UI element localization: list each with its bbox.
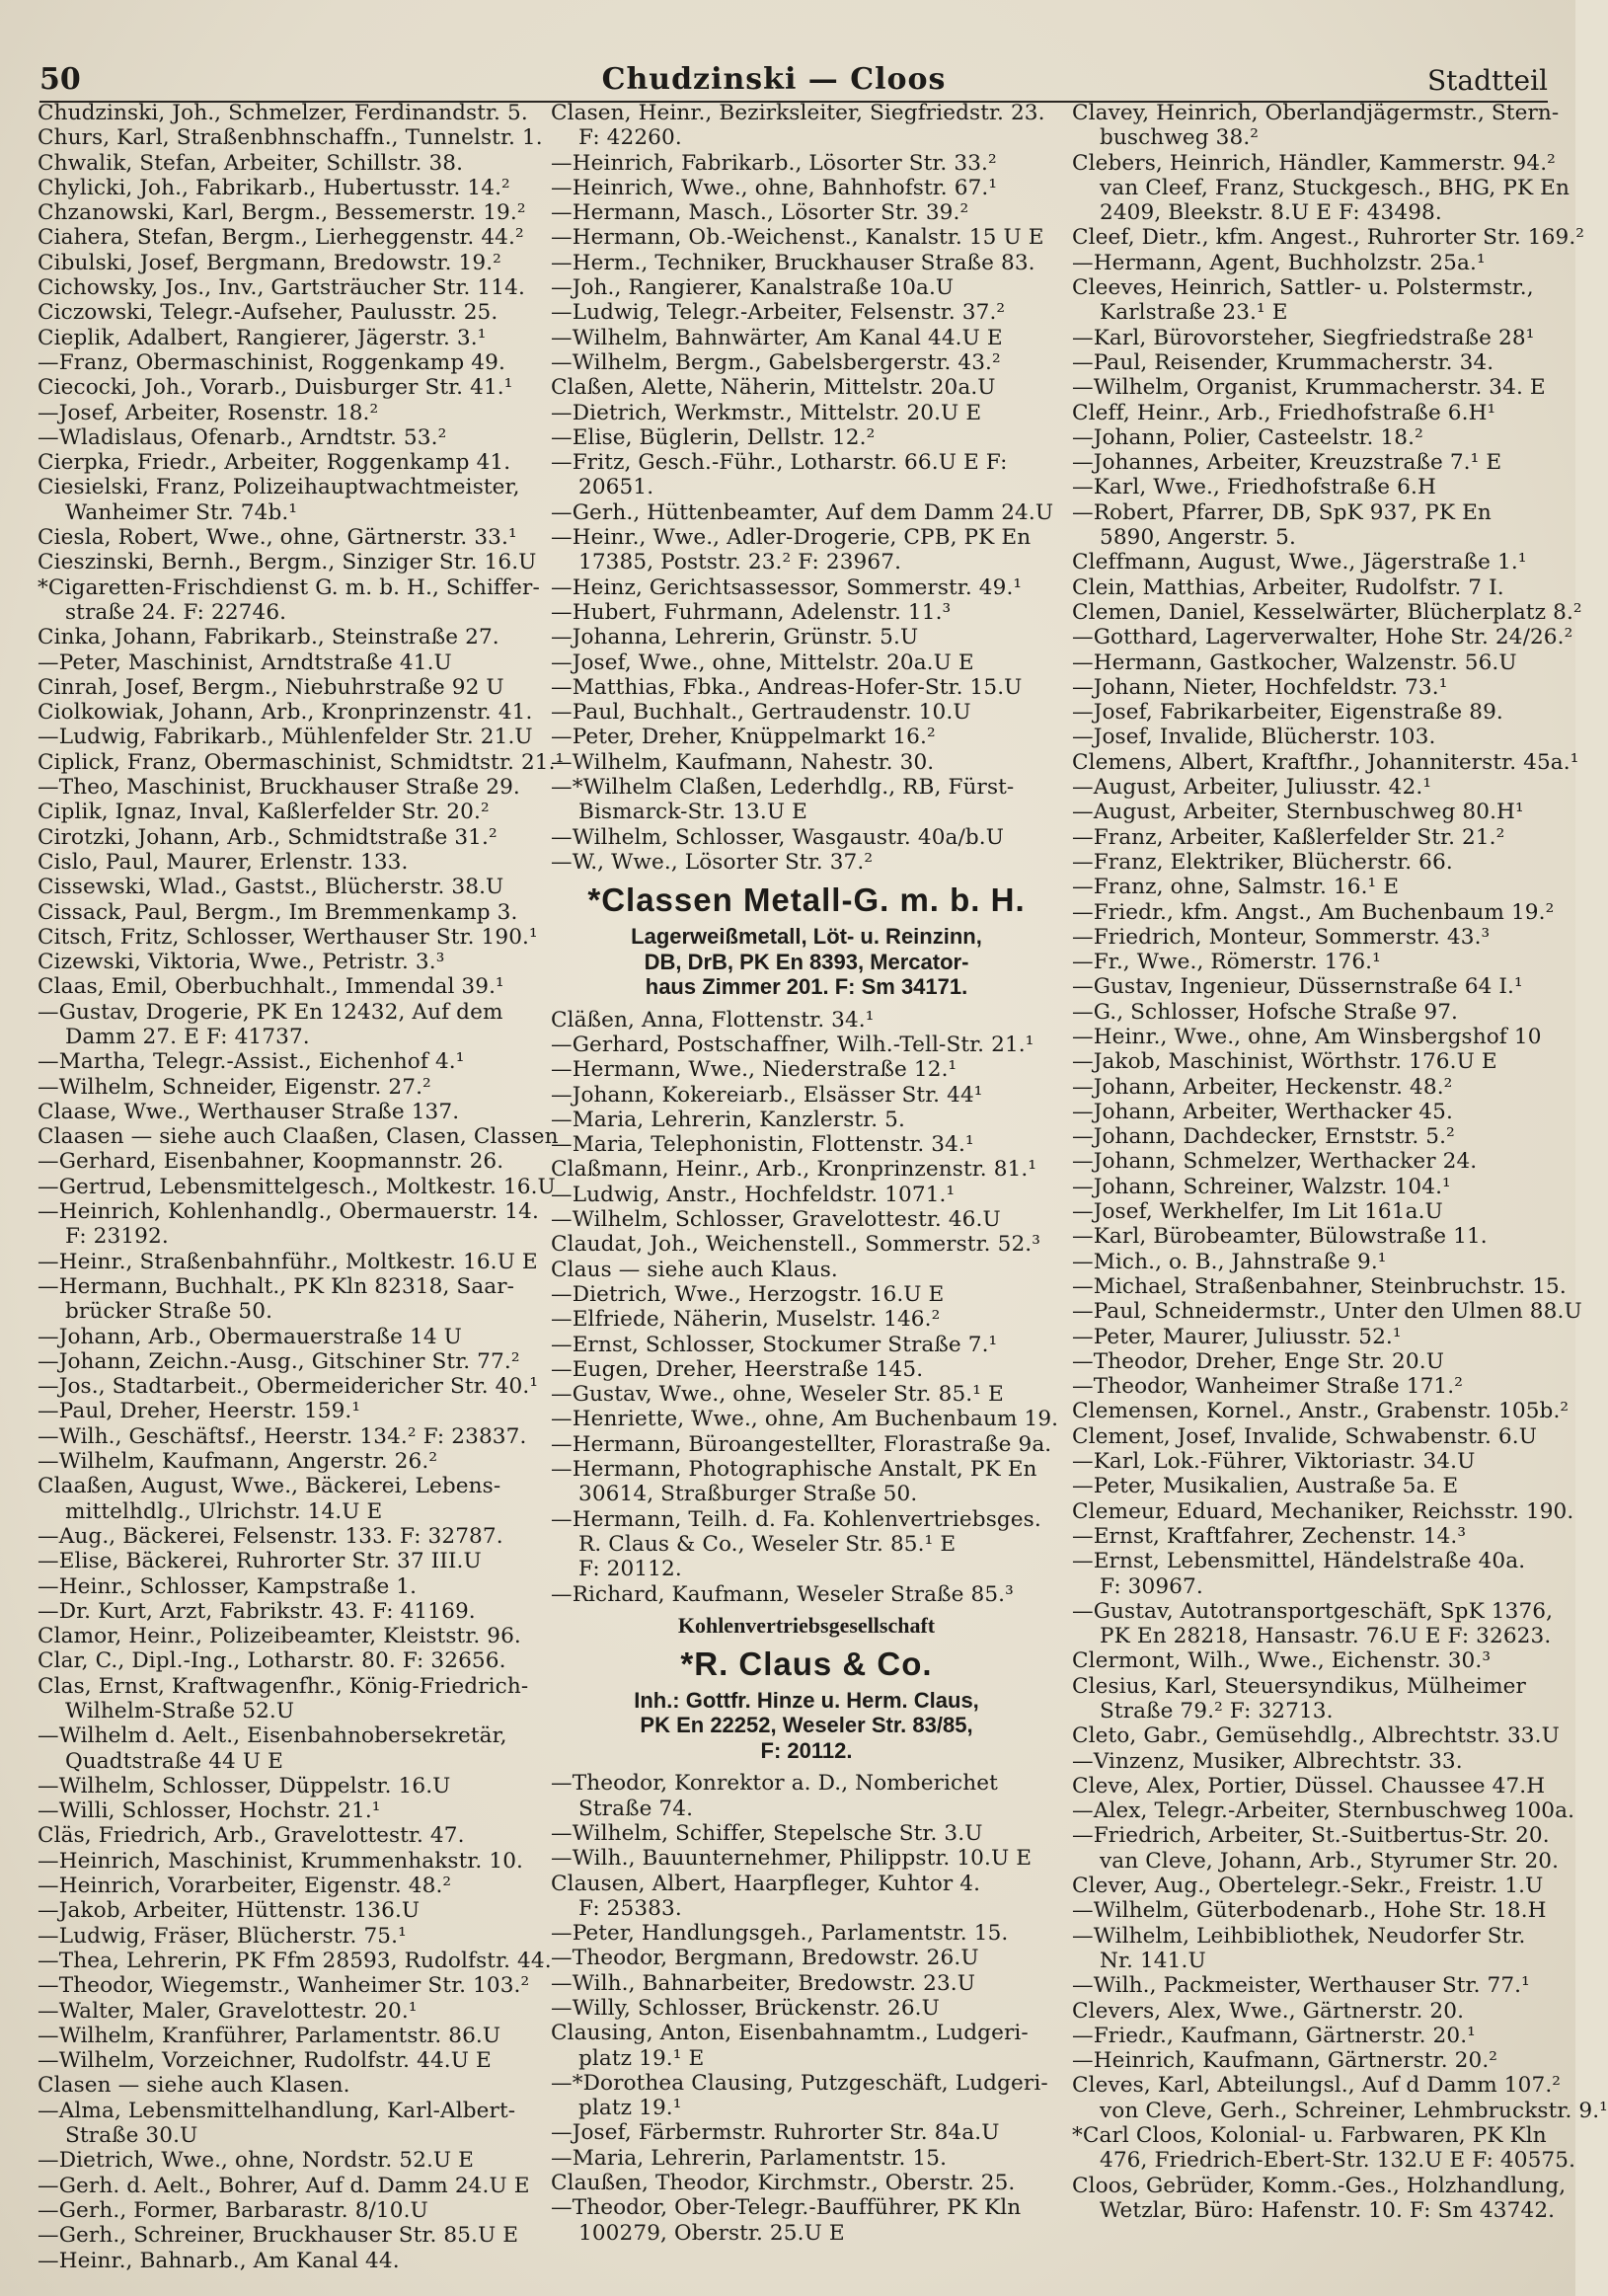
directory-entry-line: —Gerhard, Eisenbahner, Koopmannstr. 26. — [38, 1149, 504, 1175]
directory-entry-line: —Hermann, Büroangestellter, Florastraße 9a. — [551, 1431, 1052, 1457]
directory-entry-line: —Hermann, Gastkocher, Walzenstr. 56.U — [1072, 650, 1517, 675]
directory-entry-line: Ciecocki, Joh., Vorarb., Duisburger Str. 41.¹ — [38, 375, 513, 401]
directory-entry-line: Damm 27. E F: 41737. — [65, 1024, 310, 1049]
column-2-bottom-entries — [551, 1771, 1062, 2246]
directory-entry-line: PK En 28218, Hansastr. 76.U E F: 32623. — [1100, 1624, 1552, 1649]
directory-entry-line: Ciahera, Stefan, Bergm., Lierheggenstr. 44.² — [38, 225, 524, 251]
directory-entry-line: Wetzlar, Büro: Hafenstr. 10. F: Sm 43742. — [1100, 2197, 1556, 2223]
directory-entry-line: —Josef, Färbermstr. Ruhrorter Str. 84a.U — [551, 2120, 1000, 2146]
directory-entry-line: —Dietrich, Wwe., Herzogstr. 16.U E — [551, 1281, 945, 1307]
directory-entry-line: —Gustav, Wwe., ohne, Weseler Str. 85.¹ E — [551, 1382, 1004, 1408]
directory-entry-line: platz 19.¹ — [578, 2096, 682, 2121]
directory-entry-line: —Heinr., Schlosser, Kampstraße 1. — [38, 1573, 418, 1599]
directory-entry-line: 30614, Straßburger Straße 50. — [578, 1482, 918, 1507]
directory-entry-line: Cinrah, Josef, Bergm., Niebuhrstraße 92 U — [38, 674, 504, 700]
directory-entry-line: —Theodor, Ober-Telegr.-Baufführer, PK Kln — [551, 2195, 1022, 2221]
advertisement-claus-co — [551, 1613, 1062, 1764]
directory-entry-line: Nr. 141.U — [1100, 1948, 1206, 1973]
directory-entry-line: —Theodor, Bergmann, Bredowstr. 26.U — [551, 1946, 979, 1971]
directory-entry-line: —Hermann, Ob.-Weichenst., Kanalstr. 15 U E — [551, 225, 1044, 251]
directory-entry-line: —Karl, Bürobeamter, Bülowstraße 11. — [1072, 1224, 1488, 1250]
directory-entry-line: —Elise, Bäckerei, Ruhrorter Str. 37 III.U — [38, 1549, 482, 1574]
directory-entry-line: —Johann, Schreiner, Walzstr. 104.¹ — [1072, 1174, 1451, 1199]
directory-entry-line: —Ernst, Lebensmittel, Händelstraße 40a. — [1072, 1549, 1526, 1574]
directory-entry-line: —Gerh., Hüttenbeamter, Auf dem Damm 24.U — [551, 499, 1054, 525]
directory-entry-line: Clever, Aug., Obertelegr.-Sekr., Freistr. 1.U — [1072, 1874, 1544, 1899]
directory-entry-line: —Maria, Lehrerin, Parlamentstr. 15. — [551, 2145, 948, 2171]
directory-entry-line: —Paul, Schneidermstr., Unter den Ulmen 88.U — [1072, 1299, 1582, 1325]
advertisement-classen-metall — [551, 880, 1062, 1000]
directory-entry-line: Cleve, Alex, Portier, Düssel. Chaussee 47.H — [1072, 1773, 1546, 1799]
directory-entry-line: —Heinr., Wwe., ohne, Am Winsbergshof 10 — [1072, 1024, 1542, 1049]
directory-entry-line: —Heinrich, Kohlenhandlg., Obermauerstr. 14. — [38, 1199, 539, 1225]
directory-entry-line: —Peter, Musikalien, Austraße 5a. E — [1072, 1474, 1459, 1499]
directory-entry-line: —Heinz, Gerichtsassessor, Sommerstr. 49.¹ — [551, 574, 1023, 600]
directory-entry-line: —Wilhelm, Schlosser, Wasgaustr. 40a/b.U — [551, 824, 1005, 850]
directory-entry-line: van Cleef, Franz, Stuckgesch., BHG, PK En — [1100, 175, 1570, 200]
directory-entry-line: Clas, Ernst, Kraftwagenfhr., König-Friedrich- — [38, 1673, 529, 1699]
directory-entry-line: Ciesielski, Franz, Polizeihauptwachtmeister, — [38, 475, 520, 500]
directory-entry-line: 5890, Angerstr. 5. — [1100, 525, 1296, 551]
directory-entry-line: —*Dorothea Clausing, Putzgeschäft, Ludgeri- — [551, 2070, 1048, 2096]
directory-entry-line: —Alma, Lebensmittelhandlung, Karl-Albert- — [38, 2098, 516, 2123]
directory-entry-line: Cleto, Gabr., Gemüsehdlg., Albrechtstr. 33.U — [1072, 1723, 1560, 1749]
directory-entry-line: —Gerh., Former, Barbarastr. 8/10.U — [38, 2197, 428, 2223]
directory-entry-line: Clermont, Wilh., Wwe., Eichenstr. 30.³ — [1072, 1648, 1492, 1674]
directory-entry-line: Clavey, Heinrich, Oberlandjägermstr., Stern- — [1072, 101, 1560, 125]
directory-entry-line: —Jakob, Maschinist, Wörthstr. 176.U E — [1072, 1049, 1497, 1075]
directory-entry-line: Clausen, Albert, Haarpfleger, Kuhtor 4. — [551, 1871, 981, 1896]
directory-entry-line: —Thea, Lehrerin, PK Ffm 28593, Rudolfstr. 44. — [38, 1948, 552, 1973]
directory-entry-line: —Theo, Maschinist, Bruckhauser Straße 29. — [38, 775, 520, 801]
directory-entry-line: —Heinr., Straßenbahnführ., Moltkestr. 16.U E — [38, 1249, 538, 1274]
directory-entry-line: —Fr., Wwe., Römerstr. 176.¹ — [1072, 950, 1381, 975]
directory-entry-line: F: 23192. — [65, 1224, 169, 1250]
directory-entry-line: —Ludwig, Telegr.-Arbeiter, Felsenstr. 37.² — [551, 300, 1006, 326]
directory-entry-line: Karlstraße 23.¹ E — [1100, 300, 1288, 326]
directory-entry-line: Cieplik, Adalbert, Rangierer, Jägerstr. 3.¹ — [38, 325, 487, 350]
directory-entry-line: F: 30967. — [1100, 1573, 1203, 1599]
directory-entry-line: —Johann, Kokereiarb., Elsässer Str. 44¹ — [551, 1082, 983, 1108]
directory-entry-line: F: 42260. — [578, 125, 682, 151]
directory-entry-line: Ciczowski, Telegr.-Aufseher, Paulusstr. 25. — [38, 300, 498, 326]
directory-entry-line: Clesius, Karl, Steuersyndikus, Mülheimer — [1072, 1673, 1526, 1699]
directory-entry-line: —Gerh., Schreiner, Bruckhauser Str. 85.U E — [38, 2223, 519, 2249]
directory-entry-line: mittelhdlg., Ulrichstr. 14.U E — [65, 1498, 383, 1524]
column-3 — [1072, 101, 1608, 2278]
directory-entry-line: von Cleve, Gerh., Schreiner, Lehmbruckstr. 9.¹ — [1100, 2098, 1608, 2123]
directory-entry-line: Cleves, Karl, Abteilungsl., Auf d Damm 107.² — [1072, 2073, 1562, 2099]
directory-entry-line: —Josef, Arbeiter, Rosenstr. 18.² — [38, 400, 379, 425]
directory-entry-line: —Johann, Dachdecker, Ernststr. 5.² — [1072, 1124, 1455, 1150]
directory-entry-line: Clausing, Anton, Eisenbahnamtm., Ludgeri- — [551, 2021, 1029, 2046]
ad-claus-title: *R. Claus & Co. — [680, 1645, 933, 1682]
directory-entry-line: —Hermann, Masch., Lösorter Str. 39.² — [551, 200, 969, 226]
directory-entry-line: —Wilh., Bahnarbeiter, Bredowstr. 23.U — [551, 1970, 976, 1996]
ad-claus-lines — [551, 1688, 1062, 1764]
directory-entry-line: —Willy, Schlosser, Brückenstr. 26.U — [551, 1996, 940, 2021]
directory-entry-line: Claus — siehe auch Klaus. — [551, 1257, 838, 1282]
directory-entry-line: —Heinrich, Kaufmann, Gärtnerstr. 20.² — [1072, 2048, 1498, 2074]
directory-entry-line: —Heinr., Wwe., Adler-Drogerie, CPB, PK En — [551, 525, 1032, 551]
ad-claus-subtitle: Kohlenvertriebsgesellschaft — [677, 1612, 936, 1638]
directory-entry-line: —Gustav, Drogerie, PK En 12432, Auf dem — [38, 999, 503, 1025]
directory-entry-line: Clamor, Heinr., Polizeibeamter, Kleiststr. 96. — [38, 1624, 521, 1649]
directory-entry-line: —Wilhelm, Leihbibliothek, Neudorfer Str. — [1072, 1923, 1526, 1949]
directory-entry-line: —Peter, Handlungsgeh., Parlamentstr. 15. — [551, 1921, 1009, 1947]
directory-entry-line: Ciolkowiak, Johann, Arb., Kronprinzenstr. 41. — [38, 700, 533, 726]
directory-entry-line: Wilhelm-Straße 52.U — [65, 1699, 295, 1723]
directory-entry-line: —Wilhelm, Güterbodenarb., Hohe Str. 18.H — [1072, 1898, 1547, 1924]
directory-entry-line: —Friedr., Kaufmann, Gärtnerstr. 20.¹ — [1072, 2023, 1476, 2048]
directory-entry-line: platz 19.¹ E — [578, 2045, 705, 2071]
page-number: 50 — [39, 62, 81, 97]
directory-entry-line: —Wilhelm, Kaufmann, Angerstr. 26.² — [38, 1449, 438, 1475]
directory-entry-line: Cirotzki, Johann, Arb., Schmidtstraße 31.² — [38, 824, 498, 850]
directory-entry-line: —Johanna, Lehrerin, Grünstr. 5.U — [551, 625, 919, 651]
directory-entry-line: —Hermann, Buchhalt., PK Kln 82318, Saar- — [38, 1273, 515, 1299]
directory-entry-line: Cieszinski, Bernh., Bergm., Sinziger Str. 16.U — [38, 550, 537, 575]
directory-entry-line: —Ludwig, Anstr., Hochfeldstr. 1071.¹ — [551, 1182, 956, 1207]
directory-entry-line: Straße 30.U — [65, 2123, 198, 2149]
directory-entry-line: brücker Straße 50. — [65, 1299, 273, 1325]
directory-entry-line: 20651. — [578, 475, 654, 500]
directory-entry-line: Clar, C., Dipl.-Ing., Lotharstr. 80. F: 32656. — [38, 1648, 506, 1674]
directory-entry-line: —Fritz, Gesch.-Führ., Lotharstr. 66.U E F: — [551, 450, 1008, 476]
directory-entry-line: Cinka, Johann, Fabrikarb., Steinstraße 27. — [38, 625, 499, 651]
directory-entry-line: Clebers, Heinrich, Händler, Kammerstr. 94.² — [1072, 150, 1556, 176]
directory-entry-line: Claas, Emil, Oberbuchhalt., Immendal 39.¹ — [38, 974, 504, 1000]
directory-entry-line: PK En 22252, Weseler Str. 83/85, — [640, 1713, 973, 1738]
directory-entry-line: Cleff, Heinr., Arb., Friedhofstraße 6.H¹ — [1072, 400, 1496, 425]
directory-entry-line: F: 20112. — [760, 1737, 853, 1763]
directory-entry-line: —Theodor, Wiegemstr., Wanheimer Str. 103.² — [38, 1973, 530, 1999]
directory-entry-line: Clemen, Daniel, Kesselwärter, Blücherplatz 8.² — [1072, 599, 1582, 625]
directory-entry-line: R. Claus & Co., Weseler Str. 85.¹ E — [578, 1531, 957, 1557]
directory-entry-line: —Josef, Wwe., ohne, Mittelstr. 20a.U E — [551, 650, 974, 675]
directory-entry-line: —Elfriede, Näherin, Muselstr. 146.² — [551, 1307, 941, 1333]
directory-entry-line: —Willi, Schlosser, Hochstr. 21.¹ — [38, 1799, 381, 1824]
directory-entry-line: —Ludwig, Fräser, Blücherstr. 75.¹ — [38, 1923, 407, 1949]
directory-entry-line: —Gerhard, Postschaffner, Wilh.-Tell-Str. 21.¹ — [551, 1033, 1034, 1057]
directory-entry-line: F: 20112. — [578, 1557, 682, 1582]
directory-entry-line: —Gerh. d. Aelt., Bohrer, Auf d. Damm 24.U E — [38, 2173, 530, 2198]
directory-entry-line: —Theodor, Dreher, Enge Str. 20.U — [1072, 1348, 1444, 1374]
page-header — [39, 57, 1548, 103]
directory-entry-line: —Jos., Stadtarbeit., Obermeidericher Str. 40.¹ — [38, 1374, 539, 1400]
column-2-top-entries — [551, 101, 1062, 875]
directory-entry-line: —Peter, Maschinist, Arndtstraße 41.U — [38, 650, 452, 675]
directory-entry-line: —Ernst, Kraftfahrer, Zechenstr. 14.³ — [1072, 1523, 1467, 1549]
directory-entry-line: —Paul, Dreher, Heerstr. 159.¹ — [38, 1399, 361, 1424]
directory-entry-line: —Hermann, Photographische Anstalt, PK En — [551, 1457, 1037, 1483]
name-range-title: Chudzinski — Cloos — [601, 62, 947, 97]
directory-entry-line: *Carl Cloos, Kolonial- u. Farbwaren, PK Kln — [1072, 2123, 1547, 2149]
directory-entry-line: —Franz, Arbeiter, Kaßlerfelder Str. 21.² — [1072, 824, 1505, 850]
directory-entry-line: —Eugen, Dreher, Heerstraße 145. — [551, 1356, 924, 1382]
directory-entry-line: Cierpka, Friedr., Arbeiter, Roggenkamp 41. — [38, 450, 511, 476]
directory-entry-line: —Karl, Bürovorsteher, Siegfriedstraße 28¹ — [1072, 325, 1535, 350]
directory-entry-line: —Josef, Invalide, Blücherstr. 103. — [1072, 725, 1436, 750]
directory-entry-line: Straße 74. — [578, 1796, 694, 1821]
directory-entry-line: —Johann, Arb., Obermauerstraße 14 U — [38, 1324, 462, 1349]
directory-entry-line: Ciplick, Franz, Obermaschinist, Schmidtstr. 21.¹ — [38, 749, 565, 775]
directory-entry-line: —Karl, Wwe., Friedhofstraße 6.H — [1072, 475, 1436, 500]
directory-entry-line: Claudat, Joh., Weichenstell., Sommerstr. 52.³ — [551, 1232, 1040, 1258]
directory-entry-line: —Alex, Telegr.-Arbeiter, Sternbuschweg 100a. — [1072, 1799, 1575, 1824]
directory-entry-line: Cleffmann, August, Wwe., Jägerstraße 1.¹ — [1072, 550, 1527, 575]
directory-entry-line: Chudzinski, Joh., Schmelzer, Ferdinandstr. 5. — [38, 101, 528, 125]
directory-entry-line: —Wilhelm d. Aelt., Eisenbahnobersekretär, — [38, 1723, 507, 1749]
directory-entry-line: —Josef, Fabrikarbeiter, Eigenstraße 89. — [1072, 700, 1503, 726]
directory-entry-line: —Franz, Elektriker, Blücherstr. 66. — [1072, 849, 1453, 875]
directory-entry-line: —Elise, Büglerin, Dellstr. 12.² — [551, 424, 876, 450]
directory-entry-line: —Theodor, Konrektor a. D., Nomberichet — [551, 1771, 998, 1797]
directory-entry-line: 100279, Oberstr. 25.U E — [578, 2220, 845, 2246]
directory-entry-line: —Henriette, Wwe., ohne, Am Buchenbaum 19. — [551, 1407, 1059, 1432]
directory-entry-line: —Hermann, Teilh. d. Fa. Kohlenvertriebsges. — [551, 1506, 1041, 1532]
directory-entry-line: haus Zimmer 201. F: Sm 34171. — [645, 974, 968, 1000]
directory-entry-line: —Wilhelm, Kranführer, Parlamentstr. 86.U — [38, 2023, 501, 2048]
directory-entry-line: —Paul, Reisender, Krummacherstr. 34. — [1072, 349, 1494, 375]
directory-entry-line: Claßen, Alette, Näherin, Mittelstr. 20a.U — [551, 375, 996, 401]
directory-entry-line: Cläs, Friedrich, Arb., Gravelottestr. 47. — [38, 1823, 465, 1849]
directory-entry-line: —Josef, Werkhelfer, Im Lit 161a.U — [1072, 1199, 1443, 1225]
directory-entry-line: Cissack, Paul, Bergm., Im Bremmenkamp 3. — [38, 899, 518, 925]
directory-entry-line: Clemens, Albert, Kraftfhr., Johanniterstr. 45a.¹ — [1072, 749, 1579, 775]
directory-entry-line: —Theodor, Wanheimer Straße 171.² — [1072, 1374, 1463, 1400]
directory-entry-line: —Johann, Schmelzer, Werthacker 24. — [1072, 1149, 1478, 1175]
directory-entry-line: Chylicki, Joh., Fabrikarb., Hubertusstr. 14.² — [38, 175, 510, 200]
ad-classen-title: *Classen Metall-G. m. b. H. — [587, 881, 1026, 919]
directory-entry-line: —Mich., o. B., Jahnstraße 9.¹ — [1072, 1249, 1387, 1274]
directory-entry-line: Chwalik, Stefan, Arbeiter, Schillstr. 38. — [38, 150, 464, 176]
district-label: Stadtteil — [1426, 64, 1548, 97]
directory-entry-line: —Wilhelm, Vorzeichner, Rudolfstr. 44.U E — [38, 2048, 492, 2074]
directory-entry-line: —Wilhelm, Bergm., Gabelsbergerstr. 43.² — [551, 349, 1001, 375]
directory-entry-line: —Gustav, Ingenieur, Düssernstraße 64 I.¹ — [1072, 974, 1523, 1000]
directory-entry-line: —Johann, Zeichn.-Ausg., Gitschiner Str. 77.² — [38, 1348, 520, 1374]
directory-entry-line: —Wladislaus, Ofenarb., Arndtstr. 53.² — [38, 424, 447, 450]
directory-entry-line: —Wilh., Packmeister, Werthauser Str. 77.¹ — [1072, 1973, 1530, 1999]
directory-entry-line: —G., Schlosser, Hofsche Straße 97. — [1072, 999, 1459, 1025]
directory-entry-line: —Wilhelm, Schlosser, Gravelottestr. 46.U — [551, 1207, 1001, 1233]
directory-entry-line: *Cigaretten-Frischdienst G. m. b. H., Schiffer- — [38, 574, 540, 600]
directory-entry-line: —Robert, Pfarrer, DB, SpK 937, PK En — [1072, 499, 1492, 525]
directory-entry-line: Claaßen, August, Wwe., Bäckerei, Lebens- — [38, 1474, 501, 1499]
directory-entry-line: —August, Arbeiter, Sternbuschweg 80.H¹ — [1072, 800, 1524, 825]
directory-entry-line: —Dr. Kurt, Arzt, Fabrikstr. 43. F: 41169. — [38, 1598, 476, 1624]
directory-entry-line: —Johann, Arbeiter, Werthacker 45. — [1072, 1099, 1453, 1124]
directory-entry-line: —Wilh., Geschäftsf., Heerstr. 134.² F: 23837. — [38, 1423, 527, 1449]
directory-entry-line: —Gustav, Autotransportgeschäft, SpK 1376, — [1072, 1598, 1554, 1624]
directory-entry-line: van Cleve, Johann, Arb., Styrumer Str. 20. — [1100, 1848, 1560, 1874]
directory-entry-line: —Hubert, Fuhrmann, Adelenstr. 11.³ — [551, 599, 952, 625]
column-2 — [551, 101, 1062, 2278]
directory-entry-line: —Johann, Nieter, Hochfeldstr. 73.¹ — [1072, 674, 1448, 700]
directory-entry-line: Claase, Wwe., Werthauser Straße 137. — [38, 1099, 460, 1124]
directory-entry-line: —Matthias, Fbka., Andreas-Hofer-Str. 15.U — [551, 674, 1023, 700]
directory-entry-line: —Heinrich, Wwe., ohne, Bahnhofstr. 67.¹ — [551, 175, 998, 200]
directory-entry-line: Claßmann, Heinr., Arb., Kronprinzenstr. 81.¹ — [551, 1157, 1037, 1183]
directory-entry-line: —Wilhelm, Schneider, Eigenstr. 27.² — [38, 1074, 431, 1100]
directory-entry-line: —Ludwig, Fabrikarb., Mühlenfelder Str. 21.U — [38, 725, 533, 750]
directory-entry-line: Clasen — siehe auch Klasen. — [38, 2073, 350, 2099]
directory-entry-line: —Richard, Kaufmann, Weseler Straße 85.³ — [551, 1581, 1014, 1607]
directory-entry-line: —Wilhelm, Kaufmann, Nahestr. 30. — [551, 749, 935, 775]
directory-entry-line: 17385, Poststr. 23.² F: 23967. — [578, 550, 902, 575]
directory-entry-line: straße 24. F: 22746. — [65, 599, 287, 625]
directory-entry-line: —Joh., Rangierer, Kanalstraße 10a.U — [551, 275, 955, 301]
directory-entry-line: Cloos, Gebrüder, Komm.-Ges., Holzhandlung, — [1072, 2173, 1567, 2198]
directory-entry-line: Wanheimer Str. 74b.¹ — [65, 499, 298, 525]
directory-entry-line: —Johann, Arbeiter, Heckenstr. 48.² — [1072, 1074, 1453, 1100]
column-2-mid-entries — [551, 1008, 1062, 1607]
directory-entry-line: Churs, Karl, Straßenbhnschaffn., Tunnelstr. 1. — [38, 125, 543, 151]
directory-entry-line: —Friedrich, Arbeiter, St.-Suitbertus-Str. 20. — [1072, 1823, 1550, 1849]
directory-entry-line: —Paul, Buchhalt., Gertraudenstr. 10.U — [551, 700, 971, 726]
directory-entry-line: —Peter, Maurer, Juliusstr. 52.¹ — [1072, 1324, 1402, 1349]
directory-entry-line: —Heinrich, Fabrikarb., Lösorter Str. 33.² — [551, 150, 997, 176]
directory-entry-line: Cislo, Paul, Maurer, Erlenstr. 133. — [38, 849, 409, 875]
directory-entry-line: —Michael, Straßenbahner, Steinbruchstr. 15. — [1072, 1273, 1567, 1299]
directory-entry-line: —Karl, Lok.-Führer, Viktoriastr. 34.U — [1072, 1449, 1476, 1475]
directory-entry-line: 2409, Bleekstr. 8.U E F: 43498. — [1100, 200, 1442, 226]
directory-entry-line: buschweg 38.² — [1100, 125, 1260, 151]
directory-entry-line: —Herm., Techniker, Bruckhauser Straße 83. — [551, 250, 1035, 275]
directory-columns — [38, 101, 1608, 2278]
directory-entry-line: Cissewski, Wlad., Gastst., Blücherstr. 38.U — [38, 875, 504, 900]
directory-entry-line: Cibulski, Josef, Bergmann, Bredowstr. 19.² — [38, 250, 501, 275]
directory-entry-line: —Vinzenz, Musiker, Albrechtstr. 33. — [1072, 1748, 1463, 1774]
directory-entry-line: Cizewski, Viktoria, Wwe., Petristr. 3.³ — [38, 950, 445, 975]
directory-entry-line: —Friedrich, Monteur, Sommerstr. 43.³ — [1072, 924, 1491, 950]
directory-entry-line: —Dietrich, Wwe., ohne, Nordstr. 52.U E — [38, 2148, 475, 2174]
directory-entry-line: —Hermann, Agent, Buchholzstr. 25a.¹ — [1072, 250, 1486, 275]
ad-classen-lines — [551, 924, 1062, 1000]
directory-entry-line: —W., Wwe., Lösorter Str. 37.² — [551, 849, 874, 875]
directory-entry-line: Straße 79.² F: 32713. — [1100, 1699, 1334, 1723]
directory-entry-line: Clasen, Heinr., Bezirksleiter, Siegfriedstr. 23. — [551, 101, 1045, 125]
directory-entry-line: Claasen — siehe auch Claaßen, Clasen, Classen — [38, 1124, 559, 1150]
directory-entry-line: Cichowsky, Jos., Inv., Gartsträucher Str. 114. — [38, 275, 525, 301]
directory-entry-line: —Wilhelm, Bahnwärter, Am Kanal 44.U E — [551, 325, 1003, 350]
directory-entry-line: Clement, Josef, Invalide, Schwabenstr. 6.U — [1072, 1423, 1537, 1449]
directory-entry-line: Cleef, Dietr., kfm. Angest., Ruhrorter Str. 169.² — [1072, 225, 1585, 251]
directory-entry-line: —Martha, Telegr.-Assist., Eichenhof 4.¹ — [38, 1049, 465, 1075]
directory-entry-line: Lagerweißmetall, Löt- u. Reinzinn, — [631, 924, 982, 950]
directory-entry-line: —Franz, Obermaschinist, Roggenkamp 49. — [38, 349, 505, 375]
directory-entry-line: —*Wilhelm Claßen, Lederhdlg., RB, Fürst- — [551, 775, 1015, 801]
directory-entry-line: Clemensen, Kornel., Anstr., Grabenstr. 105b.² — [1072, 1399, 1570, 1424]
directory-entry-line: —Wilh., Bauunternehmer, Philippstr. 10.U E — [551, 1846, 1033, 1872]
directory-entry-line: —Maria, Telephonistin, Flottenstr. 34.¹ — [551, 1132, 974, 1158]
directory-entry-line: Bismarck-Str. 13.U E — [578, 800, 807, 825]
directory-entry-line: —Peter, Dreher, Knüppelmarkt 16.² — [551, 725, 936, 750]
directory-entry-line: —Gertrud, Lebensmittelgesch., Moltkestr. 16.U — [38, 1174, 556, 1199]
directory-entry-line: Quadtstraße 44 U E — [65, 1748, 283, 1774]
directory-entry-line: —Maria, Lehrerin, Kanzlerstr. 5. — [551, 1107, 905, 1132]
directory-entry-line: —Wilhelm, Organist, Krummacherstr. 34. E — [1072, 375, 1546, 401]
directory-entry-line: —Walter, Maler, Gravelottestr. 20.¹ — [38, 1998, 418, 2024]
directory-entry-line: —Dietrich, Werkmstr., Mittelstr. 20.U E — [551, 400, 982, 425]
directory-entry-line: Claußen, Theodor, Kirchmstr., Oberstr. 25. — [551, 2171, 1016, 2196]
column-1 — [38, 101, 565, 2278]
directory-entry-line: —Heinrich, Maschinist, Krummenhakstr. 10. — [38, 1848, 523, 1874]
directory-entry-line: Ciplik, Ignaz, Inval, Kaßlerfelder Str. 20.² — [38, 800, 490, 825]
directory-entry-line: —Gotthard, Lagerverwalter, Hohe Str. 24/26.² — [1072, 625, 1573, 651]
directory-entry-line: Clein, Matthias, Arbeiter, Rudolfstr. 7 I. — [1072, 574, 1504, 600]
directory-entry-line: Citsch, Fritz, Schlosser, Werthauser Str. 190.¹ — [38, 924, 538, 950]
directory-entry-line: —Heinr., Bahnarb., Am Kanal 44. — [38, 2248, 400, 2273]
directory-entry-line: —Ernst, Schlosser, Stockumer Straße 7.¹ — [551, 1332, 998, 1357]
directory-entry-line: DB, DrB, PK En 8393, Mercator- — [644, 949, 969, 974]
directory-entry-line: —Jakob, Arbeiter, Hüttenstr. 136.U — [38, 1898, 421, 1924]
directory-entry-line: —Johannes, Arbeiter, Kreuzstraße 7.¹ E — [1072, 450, 1502, 476]
directory-entry-line: Cleeves, Heinrich, Sattler- u. Polstermstr., — [1072, 275, 1534, 301]
directory-entry-line: Inh.: Gottfr. Hinze u. Herm. Claus, — [634, 1687, 979, 1713]
directory-entry-line: —Franz, ohne, Salmstr. 16.¹ E — [1072, 875, 1400, 900]
directory-entry-line: F: 25383. — [578, 1895, 682, 1921]
directory-entry-line: Clevers, Alex, Wwe., Gärtnerstr. 20. — [1072, 1998, 1465, 2024]
directory-entry-line: —August, Arbeiter, Juliusstr. 42.¹ — [1072, 775, 1432, 801]
directory-entry-line: Clemeur, Eduard, Mechaniker, Reichsstr. 190. — [1072, 1498, 1574, 1524]
directory-entry-line: —Aug., Bäckerei, Felsenstr. 133. F: 32787. — [38, 1523, 503, 1549]
directory-entry-line: Ciesla, Robert, Wwe., ohne, Gärtnerstr. 33.¹ — [38, 525, 517, 551]
directory-entry-line: Cläßen, Anna, Flottenstr. 34.¹ — [551, 1007, 875, 1033]
directory-entry-line: —Johann, Polier, Casteelstr. 18.² — [1072, 424, 1423, 450]
directory-entry-line: Chzanowski, Karl, Bergm., Bessemerstr. 19.² — [38, 200, 526, 226]
directory-entry-line: —Wilhelm, Schlosser, Düppelstr. 16.U — [38, 1773, 451, 1799]
directory-entry-line: 476, Friedrich-Ebert-Str. 132.U E F: 40575. — [1100, 2148, 1576, 2174]
directory-entry-line: —Heinrich, Vorarbeiter, Eigenstr. 48.² — [38, 1874, 452, 1899]
directory-entry-line: —Wilhelm, Schiffer, Stepelsche Str. 3.U — [551, 1820, 983, 1846]
directory-entry-line: —Friedr., kfm. Angst., Am Buchenbaum 19.² — [1072, 899, 1555, 925]
directory-entry-line: —Hermann, Wwe., Niederstraße 12.¹ — [551, 1057, 957, 1083]
